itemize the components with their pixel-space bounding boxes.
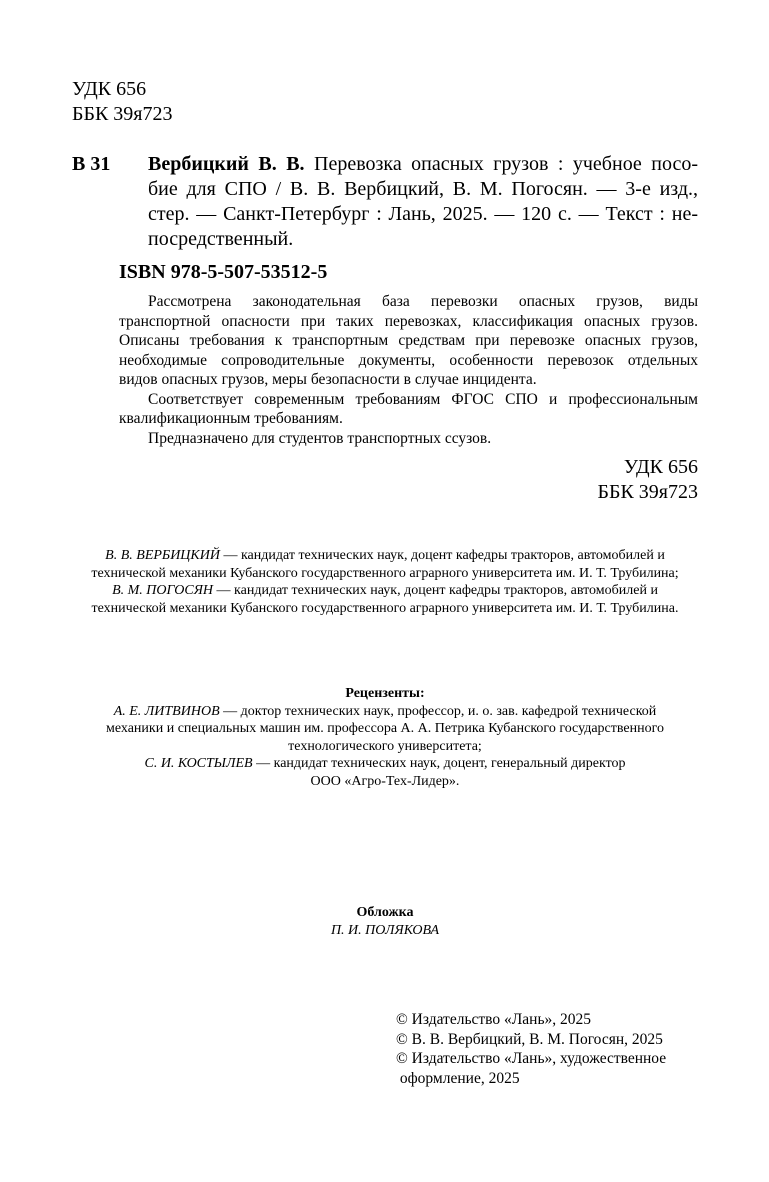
author-line: технической механики Кубанского государственного аграрного университета им. И. Т. Трубилина; (91, 565, 679, 581)
bib-title: Перевозка опасных грузов : учебное посо- (314, 153, 699, 175)
copyright-block (396, 1010, 716, 1088)
abstract-line: Предназначено для студентов транспортных ссузов. (148, 429, 492, 447)
reviewer-name: С. И. КОСТЫЛЕВ (144, 756, 253, 771)
reviewer-line: ООО «Агро-Тех-Лидер». (310, 773, 460, 789)
author-mark: В 31 (72, 153, 111, 175)
author-line: В. В. ВЕРБИЦКИЙ — кандидат технических наук, доцент кафедры тракторов, автомобилей и (105, 548, 665, 563)
copyright-line: © Издательство «Лань», художественное (396, 1050, 667, 1067)
bbk-code: ББК 39я723 (597, 481, 698, 503)
copyright-line: © В. В. Вербицкий, В. М. Погосян, 2025 (396, 1030, 663, 1048)
reviewers (60, 685, 710, 790)
bib-line (148, 152, 698, 177)
udk-code: УДК 656 (72, 78, 147, 100)
copyright-line: оформление, 2025 (396, 1069, 520, 1087)
isbn: ISBN 978-5-507-53512-5 (119, 261, 328, 283)
authors-info (60, 547, 710, 617)
bib-line: стер. — Санкт-Петербург : Лань, 2025. — 120 с. — Текст : не- (148, 203, 698, 225)
bibliographic-description (148, 152, 698, 252)
classification-bottom (520, 455, 698, 505)
reviewer-name: А. Е. ЛИТВИНОВ (113, 703, 220, 719)
author-line: технической механики Кубанского государственного аграрного университета им. И. Т. Трубилина. (91, 600, 679, 616)
reviewer-line: С. И. КОСТЫЛЕВ — кандидат технических наук, доцент, генеральный директор (144, 756, 626, 771)
cover-credit (60, 904, 710, 939)
author-name: В. М. ПОГОСЯН (112, 583, 214, 598)
author-name: В. В. ВЕРБИЦКИЙ (105, 548, 220, 563)
reviewer-line: технологического университета; (288, 738, 482, 754)
abstract-line: Рассмотрена законодательная база перевозки опасных грузов, виды (148, 293, 698, 310)
copyright-line: © Издательство «Лань», 2025 (396, 1011, 592, 1028)
bib-line: бие для СПО / В. В. Вербицкий, В. М. Погосян. — 3-е изд., (148, 178, 698, 200)
cover-heading: Обложка (356, 905, 414, 920)
bib-author: Вербицкий В. В. (148, 153, 305, 175)
annotation (119, 292, 698, 448)
cover-designer: П. И. ПОЛЯКОВА (330, 922, 440, 938)
reviewers-heading: Рецензенты: (345, 686, 425, 701)
udk-code: УДК 656 (623, 456, 698, 478)
reviewer-line: механики и специальных машин им. профессора А. А. Петрика Кубанского государственного (106, 721, 664, 736)
abstract-line: Описаны требования к транспортным средствам при перевозке опасных грузов, (119, 332, 698, 349)
bib-line: посредственный. (148, 228, 294, 250)
abstract-line: Соответствует современным требованиям ФГОС СПО и профессиональным (148, 390, 698, 408)
author-line: В. М. ПОГОСЯН — кандидат технических наук, доцент кафедры тракторов, автомобилей и (112, 583, 658, 598)
classification-top (72, 77, 173, 127)
abstract-line: квалификационным требованиям. (119, 410, 343, 427)
reviewer-line: А. Е. ЛИТВИНОВ — доктор технических наук, профессор, и. о. зав. кафедрой технической (113, 703, 657, 719)
abstract-line: видов опасных грузов, меры безопасности в случае инцидента. (119, 371, 537, 388)
abstract-line: транспортной опасности при таких перевозках, классификация опасных грузов. (119, 312, 698, 330)
bbk-code: ББК 39я723 (72, 103, 173, 125)
abstract-line: необходимые сопроводительные документы, особенности перевозок отдельных (119, 351, 698, 369)
